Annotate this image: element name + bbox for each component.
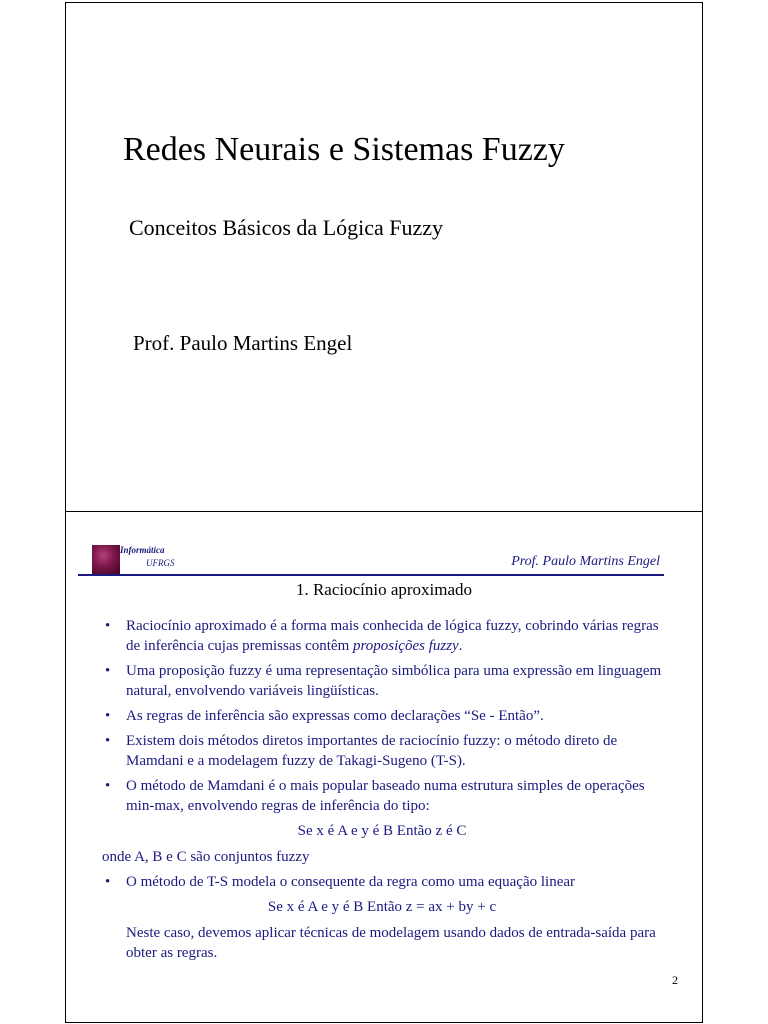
header-divider xyxy=(78,574,664,576)
bullet-icon: • xyxy=(105,618,111,634)
bullet-item: • Raciocínio aproximado é a forma mais conhecida de lógica fuzzy, cobrindo várias regras de inferência cujas premissas contêm proposições fuzzy. xyxy=(105,618,659,654)
logo-text-informatica: Informática xyxy=(120,545,165,555)
slide-title xyxy=(65,2,703,511)
logo-text-ufrgs: UFRGS xyxy=(146,558,175,568)
institution-logo xyxy=(92,545,202,575)
logo-image-icon xyxy=(92,545,120,575)
slide-content xyxy=(65,511,703,1023)
ts-note: Neste caso, devemos aplicar técnicas de modelagem usando dados de entrada-saída para obter as regras. xyxy=(126,925,656,961)
header-author: Prof. Paulo Martins Engel xyxy=(511,554,660,569)
bullet-item: • As regras de inferência são expressas como declarações “Se - Então”. xyxy=(105,708,544,724)
bullet-item: • O método de Mamdani é o mais popular baseado numa estrutura simples de operações min-max, envolvendo regras de inferência do tipo: xyxy=(105,778,645,814)
bullet-icon: • xyxy=(105,874,111,890)
bullet-item: • Uma proposição fuzzy é uma representação simbólica para uma expressão em linguagem natural, envolvendo variáveis lingüísticas. xyxy=(105,663,662,699)
bullet-icon: • xyxy=(105,708,111,724)
presentation-title: Redes Neurais e Sistemas Fuzzy xyxy=(123,131,565,168)
bullet-icon: • xyxy=(105,663,111,679)
ts-rule-formula: Se x é A e y é B Então z = ax + by + c xyxy=(267,899,497,915)
bullet-item: • O método de T-S modela o consequente da regra como uma equação linear xyxy=(105,874,576,890)
presentation-author: Prof. Paulo Martins Engel xyxy=(133,331,353,355)
presentation-subtitle: Conceitos Básicos da Lógica Fuzzy xyxy=(129,215,444,240)
bullet-item: • Existem dois métodos diretos importantes de raciocínio fuzzy: o método direto de Mamdani e a modelagem fuzzy de Takagi-Sugeno (T-S). xyxy=(105,733,618,769)
mamdani-rule-formula: Se x é A e y é B Então z é C xyxy=(297,823,467,839)
section-title: 1. Raciocínio aproximado xyxy=(295,580,473,599)
bullet-list xyxy=(102,616,662,968)
where-note: onde A, B e C são conjuntos fuzzy xyxy=(102,849,310,865)
bullet-icon: • xyxy=(105,733,111,749)
bullet-icon: • xyxy=(105,778,111,794)
page-number: 2 xyxy=(672,973,678,987)
